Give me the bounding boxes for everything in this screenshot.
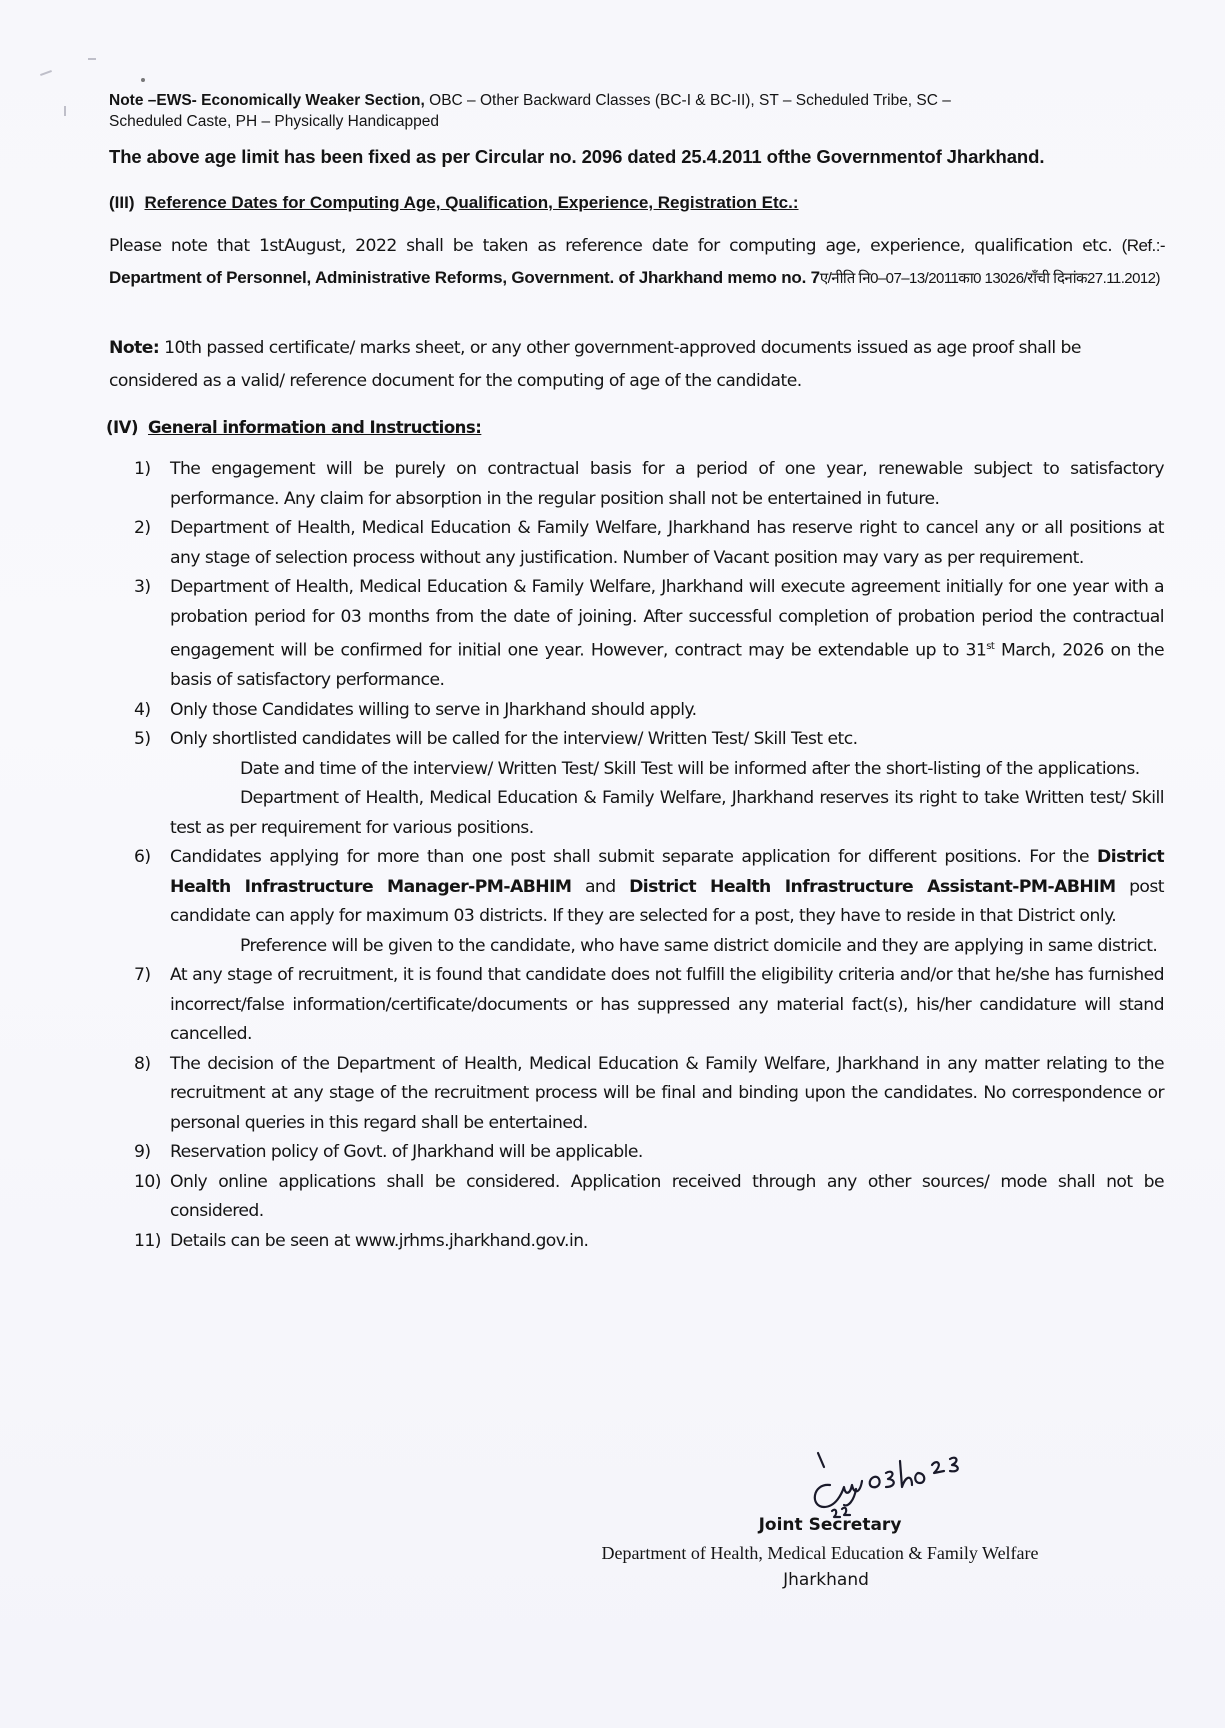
item-text: [170, 1227, 1164, 1257]
item-number: 8): [134, 1053, 151, 1074]
reference-date-text: Please note that 1stAugust, 2022 shall be taken as reference date for computing age, experience, qualification etc.: [109, 236, 1122, 256]
item-text: The engagement will be purely on contractual basis for a period of one year, renewable subject to satisfactory performance. Any claim for absorption in the regular position shall not be entertained in future.: [170, 459, 1164, 509]
list-item: [134, 455, 1164, 514]
item-text-part: post candidate can apply for maximum 03 districts. If they are selected for a post, they have to reside in that District only.: [170, 876, 1164, 927]
reference-date-paragraph: [109, 230, 1165, 294]
item-number: 1): [134, 459, 151, 479]
item-number: 9): [134, 1142, 151, 1163]
signatory-department: Department of Health, Medical Education & Family Welfare: [601, 1543, 1039, 1563]
item-text-part: Department of Health, Medical Education & Family Welfare, Jharkhand will execute agreement initially for one year with a probation period for 03 months from the date of joining. After successful completion of probation period the contractual engagement will be confirmed for initial one year. However, contract may be extendable up to 31: [170, 577, 1164, 661]
item-number: 5): [134, 729, 151, 750]
list-item: [134, 961, 1164, 1050]
item-text: [170, 573, 1164, 696]
ref-memo-bold: Department of Personnel, Administrative Reforms, Government. of Jharkhand memo no. 7: [109, 268, 820, 287]
item-text: Only shortlisted candidates will be called for the interview/ Written Test/ Skill Test etc.: [170, 729, 858, 750]
note-line2: Scheduled Caste, PH – Physically Handicapped: [109, 113, 439, 130]
item-text: Only online applications shall be considered. Application received through any other sources/ mode shall not be considered.: [170, 1171, 1164, 1222]
item-text-part: Candidates applying for more than one post shall submit separate application for different positions. For the: [170, 847, 1098, 868]
item-number: 3): [134, 577, 151, 597]
list-item: [134, 1227, 1164, 1257]
list-item: [134, 843, 1164, 961]
list-item: [134, 1050, 1164, 1139]
item-text: Reservation policy of Govt. of Jharkhand will be applicable.: [170, 1142, 643, 1163]
section-iv-heading: [106, 418, 481, 437]
item-subparagraph: Department of Health, Medical Education & Family Welfare, Jharkhand reserves its right to take Written test/ Skill test as per requirement for various positions.: [170, 788, 1164, 838]
instructions-list: [134, 455, 1164, 1256]
scan-artifact: [88, 58, 96, 60]
section-title: Reference Dates for Computing Age, Qualification, Experience, Registration Etc.:: [144, 193, 799, 212]
item-subparagraph: Preference will be given to the candidate, who have same district domicile and they are applying in same district.: [240, 935, 1158, 956]
ref-open: (Ref.:-: [1121, 236, 1165, 255]
item-text: [170, 843, 1164, 932]
section-iii-heading: [109, 193, 799, 213]
section-number: (III): [109, 193, 135, 212]
item-text: Department of Health, Medical Education & Family Welfare, Jharkhand has reserve right to cancel any or all positions at any stage of selection process without any justification. Number of Vacant position may vary as per requirement.: [170, 518, 1164, 568]
section-number: (IV): [106, 418, 138, 437]
signatory-title: Joint Secretary: [758, 1515, 902, 1535]
ref-memo-hindi: ए/नीति नि0–07–13/2011का0 13026/राँची दिनांक27.11.2012): [819, 270, 1160, 287]
scan-artifact: [64, 106, 66, 116]
list-item: [134, 725, 1164, 843]
scan-artifact: [141, 78, 145, 82]
scan-artifact: [40, 70, 52, 76]
list-item: [134, 573, 1164, 696]
note-line1: OBC – Other Backward Classes (BC-I & BC-II), ST – Scheduled Tribe, SC –: [424, 92, 951, 109]
ordinal-suffix: st: [986, 641, 995, 652]
age-limit-statement: The above age limit has been fixed as per Circular no. 2096 dated 25.4.2011 ofthe Governmentof Jharkhand.: [109, 146, 1045, 167]
note-prefix: Note –EWS- Economically Weaker Section,: [109, 92, 425, 109]
list-item: [134, 696, 1164, 726]
age-proof-note: [109, 332, 1165, 398]
post-name: District Health Infrastructure Manager-PM-ABHIM: [170, 847, 1164, 897]
handwritten-signature-icon: [790, 1445, 990, 1525]
note-text: 10th passed certificate/ marks sheet, or any other government-approved documents issued as age proof shall be considered as a valid/ reference document for the computing of age of the candidate.: [109, 338, 1081, 391]
post-name: District Health Infrastructure Assistant-PM-ABHIM: [629, 876, 1116, 897]
item-number: 2): [134, 518, 151, 538]
list-item: [134, 514, 1164, 573]
item-subparagraph: Date and time of the interview/ Written Test/ Skill Test will be informed after the short-listing of the applications.: [240, 758, 1140, 779]
item-text-part: March, 2026 on the basis of satisfactory performance.: [170, 640, 1164, 691]
note-label: Note:: [109, 338, 160, 358]
item-text: At any stage of recruitment, it is found that candidate does not fulfill the eligibility criteria and/or that he/she has furnished incorrect/false information/certificate/documents or has suppressed any material fact(s), his/her candidature will stand cancelled.: [170, 965, 1164, 1045]
list-item: [134, 1138, 1164, 1168]
list-item: [134, 1168, 1164, 1227]
signature-block: [540, 1445, 1100, 1645]
item-number: 10): [134, 1171, 161, 1192]
item-number: 4): [134, 699, 151, 720]
item-text: Only those Candidates willing to serve in Jharkhand should apply.: [170, 699, 697, 720]
signatory-state: Jharkhand: [783, 1570, 869, 1590]
section-title: General information and Instructions:: [148, 418, 482, 437]
item-number: 7): [134, 965, 151, 986]
item-number: 11): [134, 1230, 161, 1251]
item-text-part: and: [571, 876, 630, 897]
item-number: 6): [134, 847, 151, 868]
item-text: The decision of the Department of Health, Medical Education & Family Welfare, Jharkhand in any matter relating to the recruitment at any stage of the recruitment process will be final and binding upon the candidates. No correspondence or personal queries in this regard shall be entertained.: [170, 1053, 1164, 1133]
details-link-text[interactable]: Details can be seen at www.jrhms.jharkhand.gov.in.: [170, 1230, 589, 1251]
abbreviation-note: [109, 90, 1169, 132]
